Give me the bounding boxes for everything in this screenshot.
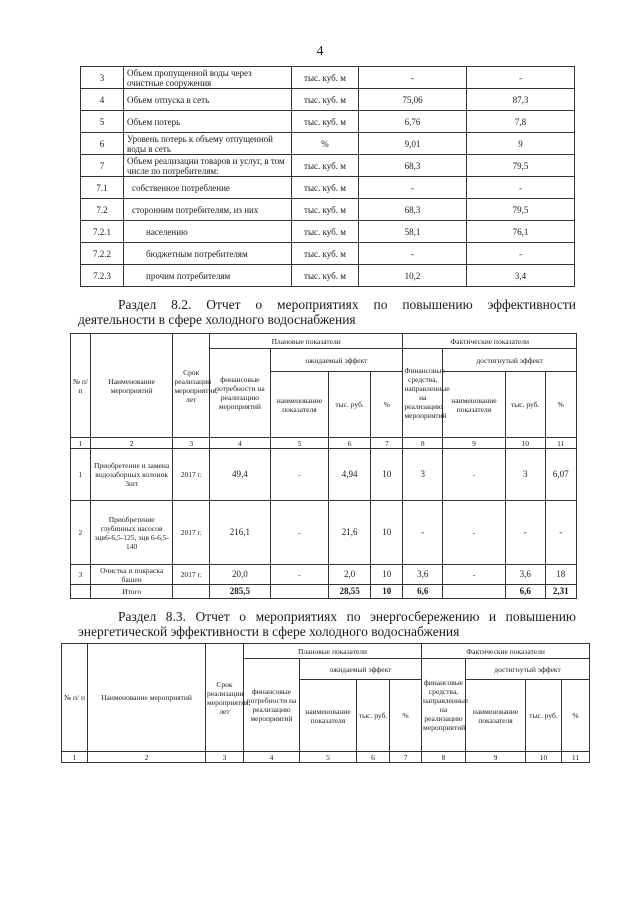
- header-fin-need: финансовые потребности на реализацию мероприятий: [210, 349, 271, 438]
- row-unit: тыс. куб. м: [292, 177, 359, 199]
- header-pct-actual: %: [562, 680, 590, 752]
- header-ind-name: наименование показателя: [300, 680, 357, 752]
- cell-name: Приобретение и замена водозаборных колонок 3шт: [90, 449, 173, 501]
- column-index: 7: [390, 752, 422, 763]
- header-planned: Плановые показатели: [244, 644, 422, 659]
- header-actual: Фактические показатели: [422, 644, 590, 659]
- column-index: 11: [562, 752, 590, 763]
- header-expected: ожидаемый эффект: [270, 349, 403, 372]
- header-pct: %: [370, 372, 402, 438]
- cell-apct: 18: [545, 565, 576, 585]
- column-index: 10: [526, 752, 562, 763]
- cell-apct: 6,07: [545, 449, 576, 501]
- header-pct-actual: %: [545, 372, 576, 438]
- total-label: Итого: [90, 585, 173, 599]
- energy-saving-measures-table: [61, 643, 590, 763]
- section-8-3-heading: Раздел 8.3. Отчет о мероприятиях по энергосбережению и повышению энергетической эффективности в сфере холодного водоснабжения: [78, 609, 576, 639]
- row-unit: тыс. куб. м: [292, 111, 359, 133]
- header-name: Наименование мероприятий: [88, 644, 206, 752]
- cell-aind: -: [443, 449, 506, 501]
- row-name: сторонним потребителям, из них: [124, 199, 292, 221]
- table-row: [81, 243, 575, 265]
- cell-ind: -: [270, 501, 329, 565]
- row-name: Объем отпуска в сеть: [124, 89, 292, 111]
- row-unit: тыс. куб. м: [292, 221, 359, 243]
- cell-aind: -: [443, 565, 506, 585]
- header-num: № п/ п: [62, 644, 88, 752]
- table-row: [71, 449, 577, 501]
- column-index: 1: [71, 438, 91, 449]
- table-row: [81, 67, 575, 89]
- row-value-plan: -: [359, 177, 467, 199]
- row-value-plan: 75,06: [359, 89, 467, 111]
- cell-tr: 4,94: [329, 449, 371, 501]
- table-row: [81, 177, 575, 199]
- row-number: 6: [81, 133, 124, 155]
- table-row: [81, 199, 575, 221]
- column-index: 4: [244, 752, 300, 763]
- cell-fin: 20,0: [210, 565, 271, 585]
- row-unit: тыс. куб. м: [292, 265, 359, 287]
- cell-atr: 3,6: [505, 565, 545, 585]
- cell-term: 2017 г.: [173, 565, 210, 585]
- row-name: Объем реализации товаров и услуг, в том числе по потребителям:: [124, 155, 292, 177]
- row-value-plan: -: [359, 243, 467, 265]
- column-index: 3: [206, 752, 244, 763]
- row-value-fact: 76,1: [467, 221, 575, 243]
- header-ind-name-actual: наименование показателя: [466, 680, 526, 752]
- row-number: 7.2.2: [81, 243, 124, 265]
- water-indicators-table: [80, 66, 575, 287]
- column-index-row: [62, 752, 590, 763]
- row-value-fact: 9: [467, 133, 575, 155]
- row-name: Объем пропущенной воды через очистные сооружения: [124, 67, 292, 89]
- row-value-fact: 79,5: [467, 199, 575, 221]
- row-value-fact: 3,4: [467, 265, 575, 287]
- header-term: Срок реализации мероприятия, лет: [206, 644, 244, 752]
- header-actual: Фактические показатели: [403, 334, 577, 349]
- column-index: 3: [173, 438, 210, 449]
- table-row: [81, 155, 575, 177]
- cell-tr: 21,6: [329, 501, 371, 565]
- cell-spent: 3: [403, 449, 443, 501]
- row-unit: тыс. куб. м: [292, 199, 359, 221]
- cell-n: 3: [71, 565, 91, 585]
- column-index-row: [71, 438, 577, 449]
- header-fin-spent: финансовые средства, направленные на реализацию мероприятий: [422, 659, 466, 752]
- header-tr: тыс. руб.: [357, 680, 390, 752]
- header-tr: тыс. руб.: [329, 372, 371, 438]
- cell-spent: -: [403, 501, 443, 565]
- row-name: собственное потребление: [124, 177, 292, 199]
- cell-atr: -: [505, 501, 545, 565]
- header-achieved: достигнутый эффект: [443, 349, 577, 372]
- cell-term: 2017 г.: [173, 501, 210, 565]
- column-index: 1: [62, 752, 88, 763]
- column-index: 11: [545, 438, 576, 449]
- header-tr-actual: тыс. руб.: [505, 372, 545, 438]
- header-ind-name-actual: наименование показателя: [443, 372, 506, 438]
- column-index: 2: [90, 438, 173, 449]
- row-name: населению: [124, 221, 292, 243]
- cell-atr: 3: [505, 449, 545, 501]
- row-value-plan: 6,76: [359, 111, 467, 133]
- row-number: 7.2.3: [81, 265, 124, 287]
- row-number: 7.2.1: [81, 221, 124, 243]
- table-row: [71, 565, 577, 585]
- header-pct: %: [390, 680, 422, 752]
- cell-spent: 3,6: [403, 565, 443, 585]
- row-number: 7.1: [81, 177, 124, 199]
- header-fin-spent: Финансовые средства, направленные на реализацию мероприятий: [403, 349, 443, 438]
- row-number: 7: [81, 155, 124, 177]
- column-index: 5: [300, 752, 357, 763]
- page-number: 4: [316, 44, 324, 59]
- cell-name: Очистка и покраска башен: [90, 565, 173, 585]
- cell-fin: 216,1: [210, 501, 271, 565]
- row-name: бюджетным потребителям: [124, 243, 292, 265]
- row-value-fact: 7,8: [467, 111, 575, 133]
- row-value-plan: -: [359, 67, 467, 89]
- table-row: [81, 89, 575, 111]
- table-row: [81, 265, 575, 287]
- header-name: Наименование мероприятий: [90, 334, 173, 438]
- column-index: 8: [403, 438, 443, 449]
- row-value-plan: 68,3: [359, 155, 467, 177]
- row-value-fact: -: [467, 243, 575, 265]
- cell-n: 2: [71, 501, 91, 565]
- row-value-plan: 58,1: [359, 221, 467, 243]
- cell-name: Приобретение глубинных насосов эцв6-6,5-125, эцв 6-6,5-140: [90, 501, 173, 565]
- table-row: [81, 133, 575, 155]
- cell-n: 1: [71, 449, 91, 501]
- row-unit: %: [292, 133, 359, 155]
- column-index: 8: [422, 752, 466, 763]
- cell-tr: 2,0: [329, 565, 371, 585]
- header-fin-need: финансовые потребности на реализацию мероприятий: [244, 659, 300, 752]
- row-value-fact: -: [467, 67, 575, 89]
- row-unit: тыс. куб. м: [292, 155, 359, 177]
- row-unit: тыс. куб. м: [292, 243, 359, 265]
- total-row: Итого 285,5 28,55 10 6,6 6,6 2,31: [71, 585, 577, 599]
- row-name: прочим потребителям: [124, 265, 292, 287]
- row-name: Уровень потерь к объему отпущенной воды в сеть: [124, 133, 292, 155]
- cell-term: 2017 г.: [173, 449, 210, 501]
- efficiency-measures-table: [70, 333, 577, 599]
- row-number: 4: [81, 89, 124, 111]
- table-row: [81, 111, 575, 133]
- row-value-plan: 9,01: [359, 133, 467, 155]
- table-row: [71, 501, 577, 565]
- column-index: 4: [210, 438, 271, 449]
- header-tr-actual: тыс. руб.: [526, 680, 562, 752]
- row-value-fact: 87,3: [467, 89, 575, 111]
- row-number: 5: [81, 111, 124, 133]
- column-index: 10: [505, 438, 545, 449]
- row-number: 3: [81, 67, 124, 89]
- cell-pct: 10: [370, 501, 402, 565]
- row-number: 7.2: [81, 199, 124, 221]
- row-value-plan: 68,3: [359, 199, 467, 221]
- cell-pct: 10: [370, 565, 402, 585]
- header-expected: ожидаемый эффект: [300, 659, 422, 680]
- column-index: 6: [329, 438, 371, 449]
- row-name: Объем потерь: [124, 111, 292, 133]
- header-planned: Плановые показатели: [210, 334, 403, 349]
- header-term: Срок реализации мероприятия, лет: [173, 334, 210, 438]
- row-unit: тыс. куб. м: [292, 67, 359, 89]
- table-row: [81, 221, 575, 243]
- cell-ind: -: [270, 565, 329, 585]
- section-8-2-heading: Раздел 8.2. Отчет о мероприятиях по повышению эффективности деятельности в сфере холодного водоснабжения: [78, 297, 576, 327]
- cell-aind: -: [443, 501, 506, 565]
- header-num: № п/ п: [71, 334, 91, 438]
- row-value-plan: 10,2: [359, 265, 467, 287]
- header-ind-name: наименование показателя: [270, 372, 329, 438]
- column-index: 5: [270, 438, 329, 449]
- cell-ind: -: [270, 449, 329, 501]
- row-value-fact: -: [467, 177, 575, 199]
- row-unit: тыс. куб. м: [292, 89, 359, 111]
- column-index: 7: [370, 438, 402, 449]
- cell-apct: -: [545, 501, 576, 565]
- header-achieved: достигнутый эффект: [466, 659, 590, 680]
- row-value-fact: 79,5: [467, 155, 575, 177]
- cell-fin: 49,4: [210, 449, 271, 501]
- column-index: 6: [357, 752, 390, 763]
- column-index: 9: [466, 752, 526, 763]
- column-index: 2: [88, 752, 206, 763]
- column-index: 9: [443, 438, 506, 449]
- cell-pct: 10: [370, 449, 402, 501]
